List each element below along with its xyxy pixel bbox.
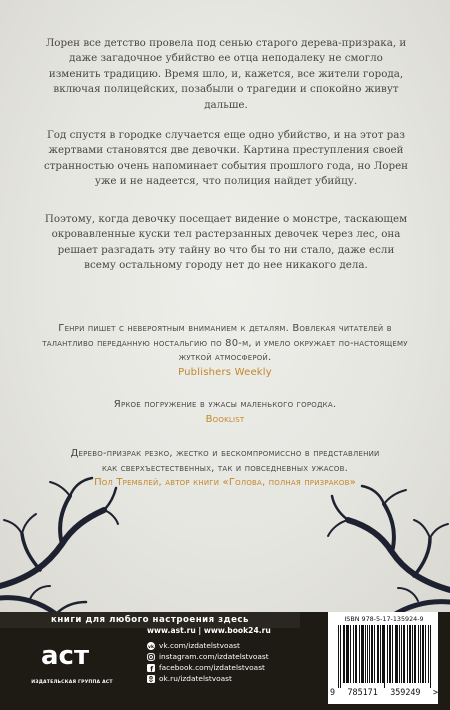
barcode-bar (369, 625, 370, 683)
barcode-bar (387, 625, 388, 683)
barcode-bar (430, 625, 431, 688)
review-2-source: Booklist (205, 413, 245, 425)
barcode-bar (353, 625, 354, 683)
barcode-bar (414, 625, 415, 683)
barcode-bar (378, 625, 379, 683)
barcode-bar (389, 625, 390, 683)
barcode-bar (338, 625, 339, 688)
barcode-bar (384, 625, 385, 688)
barcode-bar (383, 625, 384, 683)
barcode-bar (355, 625, 356, 683)
instagram-icon (147, 653, 155, 661)
barcode-digit-group: 359249 (390, 687, 421, 697)
review-1-source: Publishers Weekly (178, 366, 272, 378)
synopsis-paragraph-1: Лорен все детство провела под сенью старого дерева-призрака, и даже загадочное убийство ее отца неподалеку не смогло изменить традицию. Время шло, и, кажется, все жители города, включая полицейских, позабыли о трагедии и спокойно живут дальше. (45, 37, 407, 111)
ast-logo-text: аст (40, 641, 90, 670)
review-1 (40, 322, 410, 380)
synopsis-paragraph-3: Поэтому, когда девочку посещает видение о монстре, таскающем окровавленные куски тел растерзанных девочек через лес, она решает разгадать эту тайну во что бы то ни стало, даже если всему остальному городу нет до нее никакого дела. (44, 213, 408, 272)
slogan-banner: книги для любого настроения здесь (0, 612, 300, 628)
barcode-bar (415, 625, 416, 683)
contact-link-text: instagram.com/izdatelstvoast (159, 652, 269, 661)
barcode-bar (401, 625, 402, 683)
barcode-bar (420, 625, 421, 683)
facebook-icon (147, 664, 155, 672)
barcode-digit-group: 785171 (347, 687, 378, 697)
barcode-digit-group: 9 (330, 687, 336, 697)
barcode-bar (407, 625, 408, 683)
contact-link-text: facebook.com/izdatelstvoast (159, 663, 265, 672)
barcode-bar (382, 625, 383, 683)
barcode-bar (377, 625, 378, 683)
barcode-bar (371, 625, 372, 683)
barcode-icon (338, 625, 432, 688)
barcode-bar (362, 625, 363, 683)
barcode-bar (412, 625, 413, 683)
barcode-bar (425, 625, 426, 683)
contacts-block (147, 626, 271, 684)
svg-text:f: f (150, 664, 154, 672)
ok-icon (147, 675, 155, 683)
barcode-bar (359, 625, 360, 683)
contact-link-vk[interactable] (147, 640, 271, 651)
barcode-panel (328, 612, 438, 704)
contact-link-ok[interactable] (147, 673, 271, 684)
isbn-number: ISBN 978-5-17-135924-9 (344, 615, 424, 623)
barcode-bar (380, 625, 381, 683)
barcode-bar (403, 625, 404, 683)
barcode-bar (423, 625, 424, 683)
barcode-bar (372, 625, 373, 683)
barcode-bar (365, 625, 366, 683)
contact-link-facebook[interactable] (147, 662, 271, 673)
barcode-bar (399, 625, 400, 683)
right-tree-branch-illustration (322, 478, 450, 618)
ast-logo-icon (40, 640, 90, 670)
svg-text:vk: vk (147, 644, 155, 650)
contact-link-text: ok.ru/izdatelstvoast (159, 674, 232, 683)
publisher-name: ИЗДАТЕЛЬСКАЯ ГРУППА АСТ (31, 680, 113, 685)
left-tree-branch-illustration (0, 468, 120, 618)
review-2-quote: Яркое погружение в ужасы маленького городка. (113, 399, 337, 410)
contact-link-text: vk.com/izdatelstvoast (159, 641, 240, 650)
barcode-bar (396, 625, 397, 683)
barcode-bar (410, 625, 411, 683)
barcode-bar (343, 625, 344, 683)
review-3-quote: Дерево-призрак резко, жестко и бескомпромиссно в представлении как сверхъестественных, так и повседневных ужасов. (70, 448, 380, 474)
review-3-source: Пол Тремблей, автор книги «Голова, полная призраков» (94, 477, 356, 489)
barcode-bar (367, 625, 368, 683)
barcode-bar (344, 625, 345, 683)
barcode-bar (409, 625, 410, 683)
barcode-bar (404, 625, 405, 683)
barcode-bar (397, 625, 398, 683)
barcode-bar (363, 625, 364, 683)
review-1-quote: Генри пишет с невероятным вниманием к деталям. Вовлекая читателей в талантливо переданную ностальгию по 80-м, и умело окружает по-настоящему жуткой атмосферой. (42, 323, 408, 364)
barcode-digits (330, 687, 438, 697)
barcode-bar (346, 625, 347, 683)
barcode-bar (392, 625, 393, 683)
barcode-bar (395, 625, 396, 683)
barcode-bar (356, 625, 357, 683)
barcode-bar (340, 625, 341, 688)
barcode-bar (348, 625, 349, 683)
barcode-bar (428, 625, 429, 683)
barcode-bar (361, 625, 362, 683)
barcode-bar (350, 625, 351, 683)
barcode-bar (374, 625, 375, 683)
synopsis-paragraph-2: Год спустя в городке случается еще одно убийство, и на этот раз жертвами становятся две девочки. Картина преступления своей странностью очень напоминает события прошлого года, но Лорен уже и не надеется, что полиция найдет убийцу. (43, 129, 409, 188)
barcode-digit-group: > (432, 687, 438, 697)
contact-link-instagram[interactable] (147, 651, 271, 662)
website-links[interactable]: www.ast.ru | www.book24.ru (147, 626, 271, 635)
vk-icon (147, 642, 155, 650)
barcode-bar (347, 625, 348, 683)
barcode-bar (418, 625, 419, 683)
barcode-bar (422, 625, 423, 683)
barcode-bar (390, 625, 391, 683)
review-2 (40, 398, 410, 427)
